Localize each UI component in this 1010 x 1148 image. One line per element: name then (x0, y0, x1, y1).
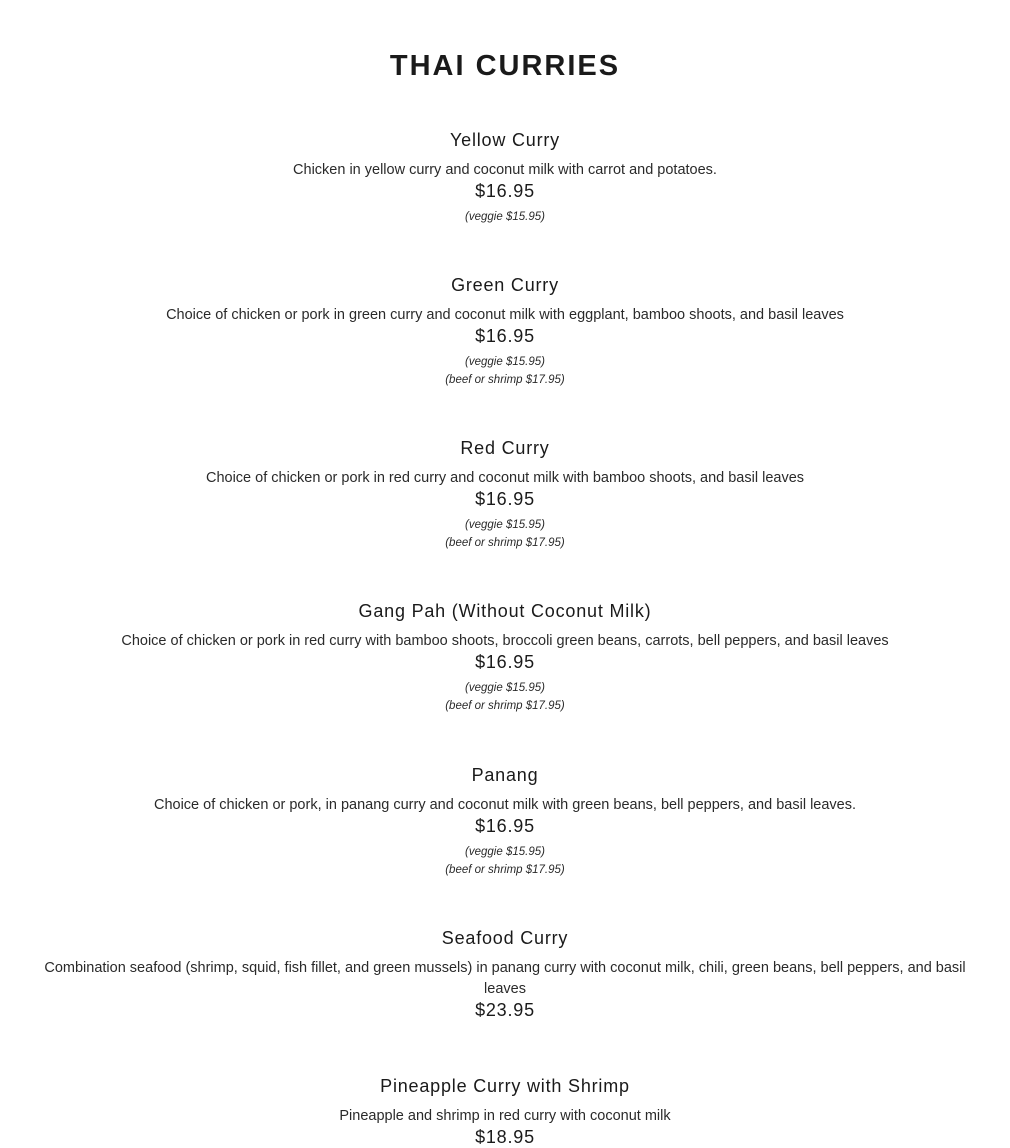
item-description: Pineapple and shrimp in red curry with coconut milk (339, 1108, 671, 1124)
item-variant-veggie: (veggie $15.95) (465, 846, 545, 858)
item-price: $18.95 (475, 1127, 535, 1147)
item-variants (30, 843, 980, 879)
item-name: Red Curry (460, 438, 550, 458)
item-name: Gang Pah (Without Coconut Milk) (358, 601, 652, 621)
menu-item-red-curry (30, 437, 980, 552)
item-variants (30, 516, 980, 552)
section-title: THAI CURRIES (389, 50, 621, 82)
menu-item-gang-pah (30, 600, 980, 715)
item-variants (30, 208, 980, 226)
item-price: $16.95 (475, 326, 535, 346)
item-name: Yellow Curry (450, 130, 560, 150)
item-variant-veggie: (veggie $15.95) (465, 211, 545, 223)
item-name: Green Curry (451, 275, 559, 295)
item-variants (30, 679, 980, 715)
item-variant-beef-shrimp: (beef or shrimp $17.95) (445, 864, 565, 876)
item-price: $16.95 (475, 181, 535, 201)
item-name: Panang (471, 765, 539, 785)
menu-item-pineapple-curry (30, 1075, 980, 1148)
item-name: Pineapple Curry with Shrimp (380, 1076, 630, 1096)
menu-item-panang (30, 764, 980, 879)
menu-item-yellow-curry (30, 129, 980, 226)
item-variant-veggie: (veggie $15.95) (465, 682, 545, 694)
item-variant-beef-shrimp: (beef or shrimp $17.95) (445, 700, 565, 712)
item-description: Choice of chicken or pork, in panang curry and coconut milk with green beans, bell peppers, and basil leaves. (153, 797, 857, 813)
item-variants (30, 353, 980, 389)
item-price: $23.95 (475, 1000, 535, 1020)
item-description: Choice of chicken or pork in green curry and coconut milk with eggplant, bamboo shoots, and basil leaves (166, 307, 844, 323)
item-variant-beef-shrimp: (beef or shrimp $17.95) (445, 537, 565, 549)
item-price: $16.95 (475, 652, 535, 672)
item-variant-veggie: (veggie $15.95) (465, 356, 545, 368)
item-description: Choice of chicken or pork in red curry with bamboo shoots, broccoli green beans, carrots, bell peppers, and basil leaves (121, 633, 889, 649)
item-variant-veggie: (veggie $15.95) (465, 519, 545, 531)
item-price: $16.95 (475, 489, 535, 509)
menu-item-green-curry (30, 274, 980, 389)
item-price: $16.95 (475, 816, 535, 836)
menu-item-seafood-curry (30, 927, 980, 1021)
item-description: Chicken in yellow curry and coconut milk with carrot and potatoes. (293, 162, 717, 178)
item-description: Choice of chicken or pork in red curry and coconut milk with bamboo shoots, and basil leaves (205, 470, 805, 486)
item-variant-beef-shrimp: (beef or shrimp $17.95) (445, 374, 565, 386)
item-description: Combination seafood (shrimp, squid, fish fillet, and green mussels) in panang curry with coconut milk, chili, green beans, bell peppers, and basil leaves (44, 960, 966, 997)
item-name: Seafood Curry (441, 928, 569, 948)
